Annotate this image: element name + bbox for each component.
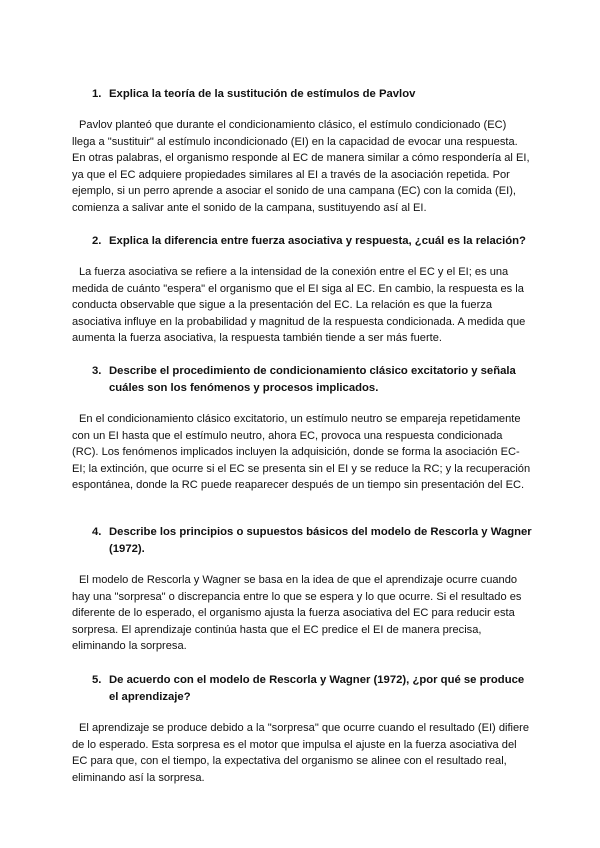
question-heading-3 xyxy=(92,363,532,397)
question-text-5: De acuerdo con el modelo de Rescorla y Wagner (1972), ¿por qué se produce el aprendizaje? xyxy=(109,674,525,703)
question-section-1 xyxy=(0,86,600,227)
question-number-5: 5. xyxy=(92,674,102,686)
question-section-3 xyxy=(0,363,600,505)
answer-paragraph-3: En el condicionamiento clásico excitatorio, un estímulo neutro se empareja repetidamente con un EI hasta que el estímulo neutro, ahora EC, provoca una respuesta condicionada (RC). Los fenómenos implicados incluyen la adquisición, donde se forma la asociación EC-EI; la extinción, que ocurre si el EC se presenta sin el EI y se reduce la RC; y la recuperación espontánea, donde la RC puede reaparecer después de un tiempo sin presentación del EC. xyxy=(72,413,531,491)
answer-paragraph-1: Pavlov planteó que durante el condicionamiento clásico, el estímulo condicionado (EC) llega a "sustituir" al estímulo incondicionado (EI) en la capacidad de evocar una respuesta. En otras palabras, el organismo responde al EC de manera similar a cómo respondería al EI, ya que el EC adquiere propiedades similares al EI a través de la asociación repetida. Por ejemplo, si un perro aprende a asociar el sonido de una campana (EC) con la comida (EI), comienza a salivar ante el sonido de la campana, sustituyendo así al EI. xyxy=(72,119,530,214)
question-text-1: Explica la teoría de la sustitución de estímulos de Pavlov xyxy=(109,88,416,100)
question-heading-4 xyxy=(92,524,532,558)
question-section-2 xyxy=(0,233,600,358)
question-text-2: Explica la diferencia entre fuerza asociativa y respuesta, ¿cuál es la relación? xyxy=(109,235,526,247)
question-heading-2 xyxy=(92,233,532,250)
answer-paragraph-5: El aprendizaje se produce debido a la "sorpresa" que ocurre cuando el resultado (EI) difiere de lo esperado. Esta sorpresa es el motor que impulsa el ajuste en la fuerza asociativa del EC para que, con el tiempo, la expectativa del organismo se alinee con el resultado real, eliminando así la sorpresa. xyxy=(72,722,530,784)
question-heading-1 xyxy=(92,86,532,103)
question-section-4 xyxy=(0,524,600,666)
question-number-3: 3. xyxy=(92,365,102,377)
question-number-4: 4. xyxy=(92,526,102,538)
question-number-2: 2. xyxy=(92,235,102,247)
answer-paragraph-2: La fuerza asociativa se refiere a la intensidad de la conexión entre el EC y el EI; es una medida de cuánto "espera" el organismo que el EI siga al EC. En cambio, la respuesta es la conducta observable que sigue a la presentación del EC. La relación es que la fuerza asociativa influye en la probabilidad y magnitud de la respuesta condicionada. A medida que aumenta la fuerza asociativa, la respuesta también tiende a ser más fuerte. xyxy=(72,266,526,344)
answer-paragraph-4: El modelo de Rescorla y Wagner se basa en la idea de que el aprendizaje ocurre cuando hay una "sorpresa" o discrepancia entre lo que se espera y lo que ocurre. Si el resultado es diferente de lo esperado, el organismo ajusta la fuerza asociativa del EC para reducir esta sorpresa. El aprendizaje continúa hasta que el EC predice el EI de manera precisa, eliminando la sorpresa. xyxy=(72,574,522,652)
question-number-1: 1. xyxy=(92,88,102,100)
question-text-3: Describe el procedimiento de condicionamiento clásico excitatorio y señala cuáles son los fenómenos y procesos implicados. xyxy=(109,365,516,394)
question-text-4: Describe los principios o supuestos básicos del modelo de Rescorla y Wagner (1972). xyxy=(109,526,532,555)
question-section-5 xyxy=(0,672,600,797)
question-heading-5 xyxy=(92,672,532,706)
